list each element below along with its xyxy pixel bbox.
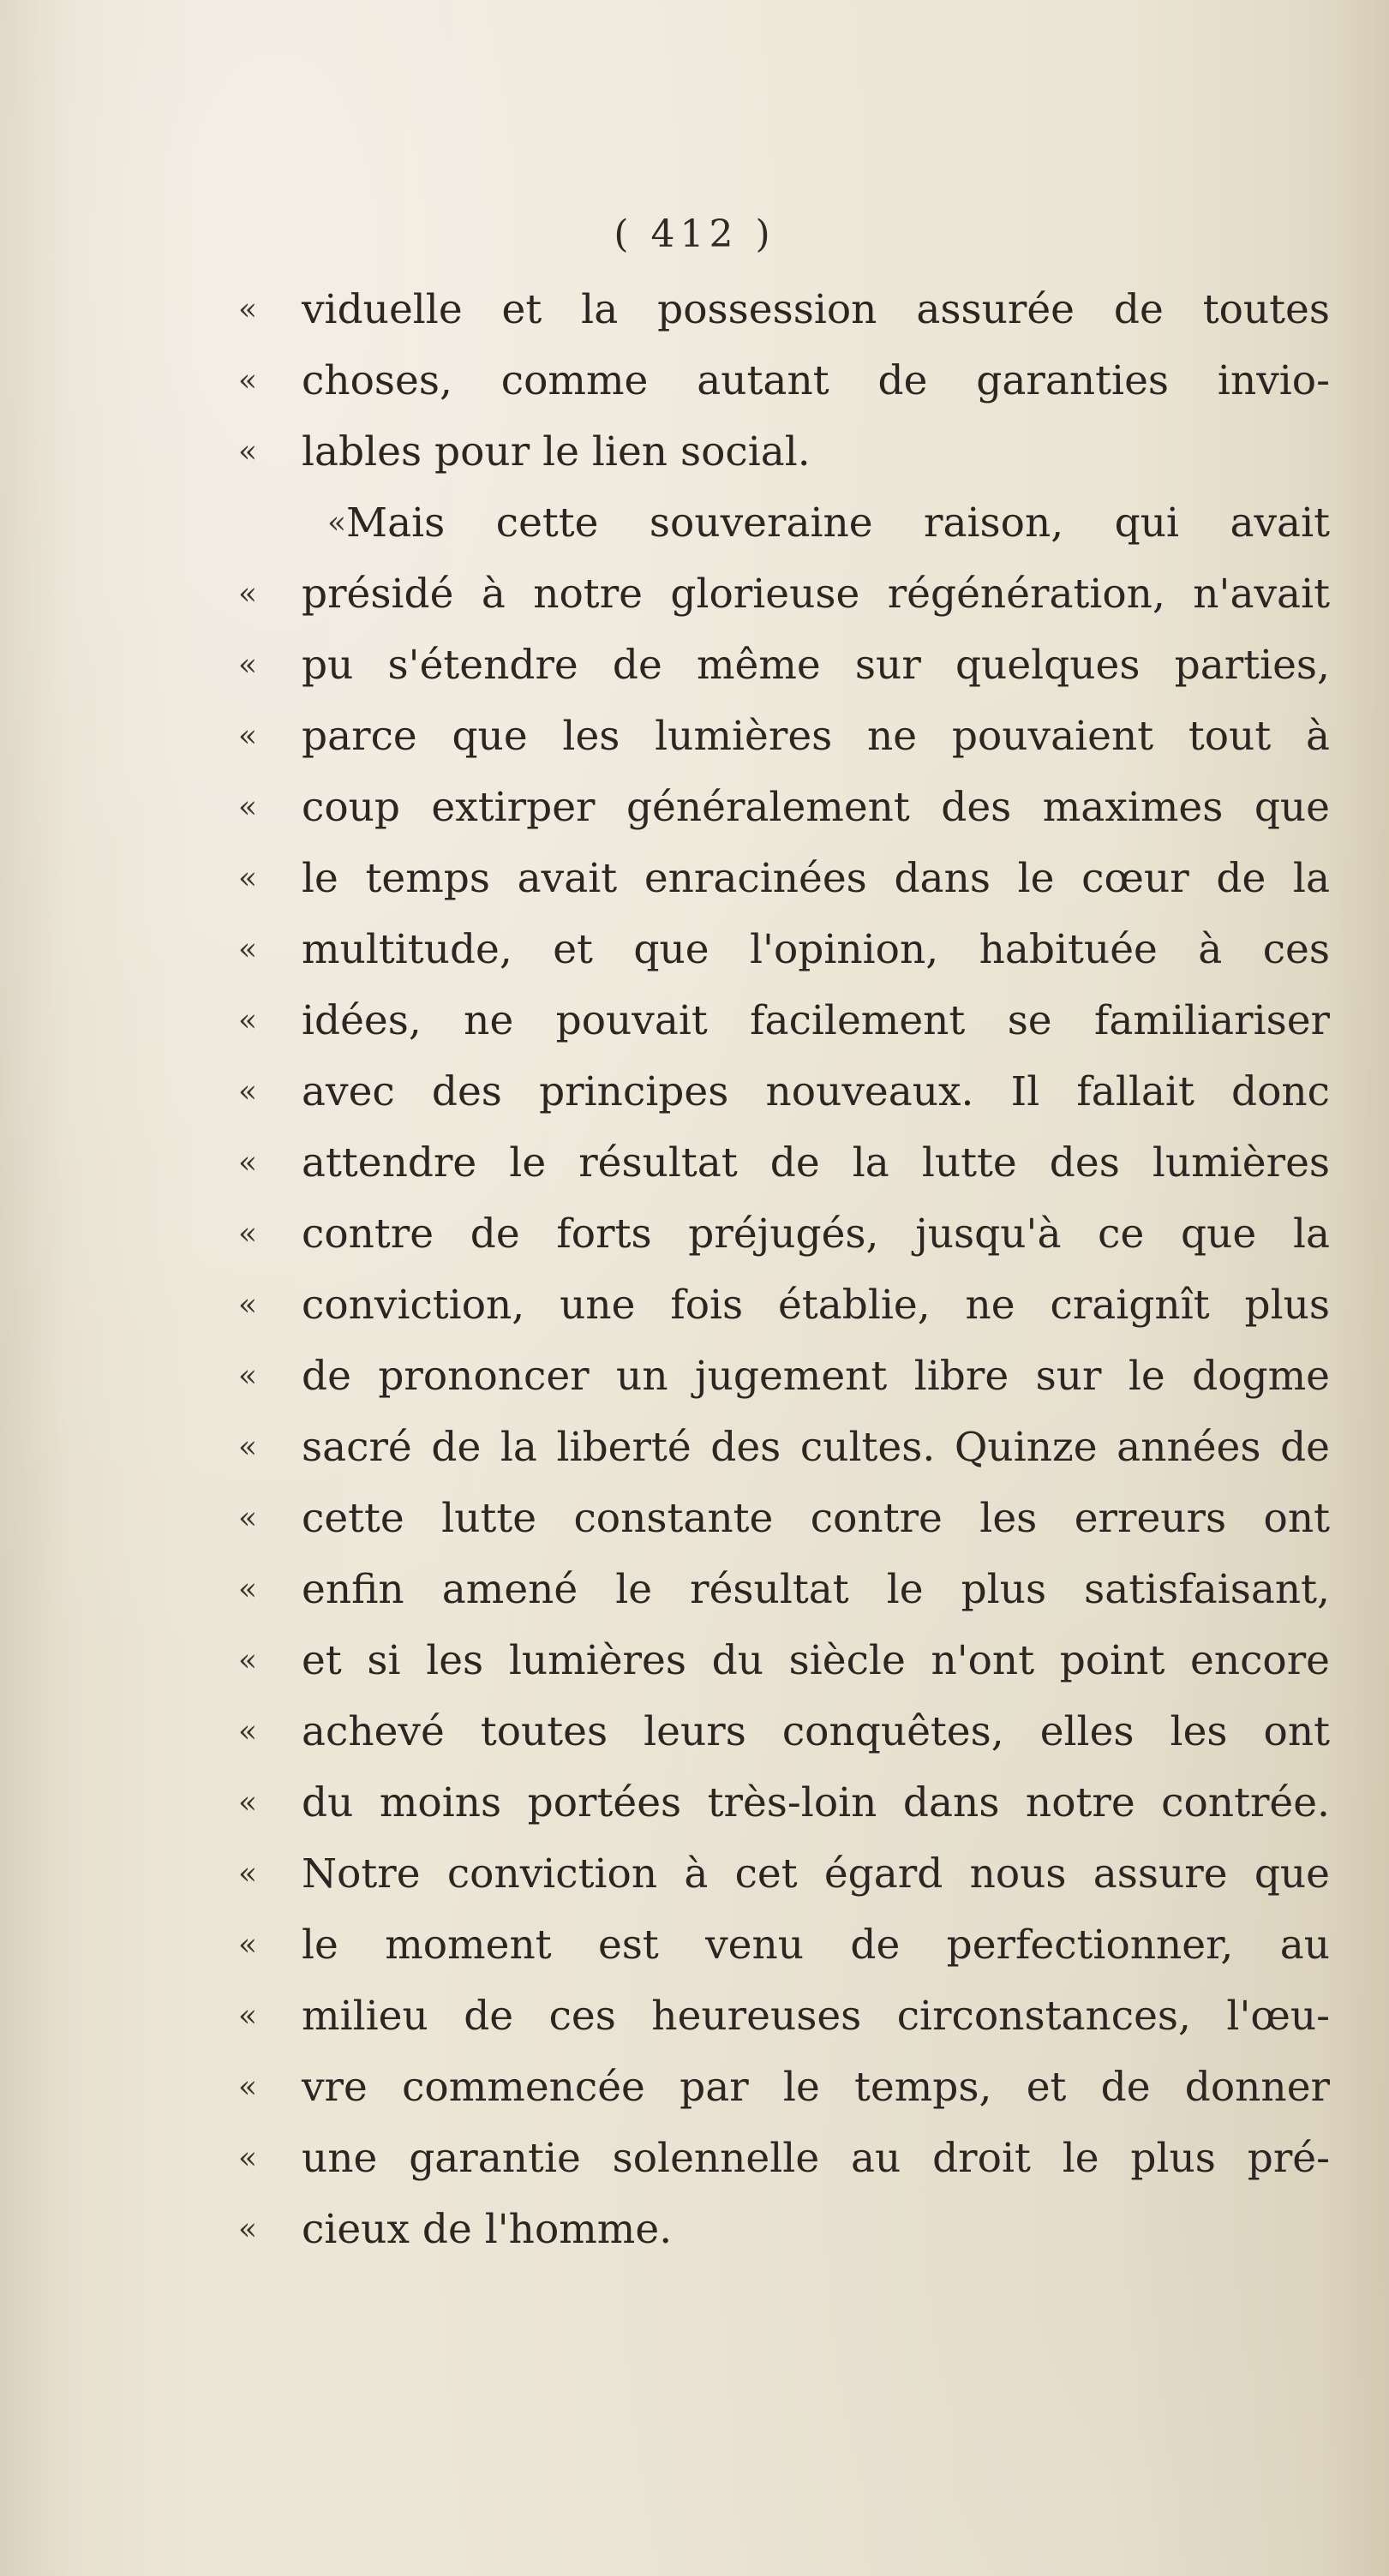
text-line: « milieu de ces heureuses circonstances, l'œu-	[257, 1981, 1330, 2052]
text-line: « Notre conviction à cet égard nous assure que	[257, 1838, 1330, 1910]
quote-mark: «	[238, 434, 258, 469]
text-line: « choses, comme autant de garanties invio-	[257, 345, 1330, 416]
text-line: « multitude, et que l'opinion, habituée à ces	[257, 914, 1330, 985]
text-line: « cette lutte constante contre les erreurs ont	[257, 1483, 1330, 1554]
text-line: « achevé toutes leurs conquêtes, elles les ont	[257, 1696, 1330, 1767]
quote-mark: «	[238, 2141, 258, 2176]
text-line: « le moment est venu de perfectionner, au	[257, 1910, 1330, 1981]
quote-mark: «	[238, 1145, 258, 1180]
quote-mark: «	[238, 1074, 258, 1109]
page-number: ( 412 )	[614, 212, 775, 256]
text-line: « idées, ne pouvait facilement se familiariser	[257, 985, 1330, 1056]
text-line: « contre de forts préjugés, jusqu'à ce que la	[257, 1198, 1330, 1270]
quote-mark: «	[238, 719, 258, 754]
quote-mark: «	[238, 648, 258, 683]
body-text	[238, 274, 1330, 2265]
text-line: « pu s'étendre de même sur quelques parties,	[257, 630, 1330, 701]
text-line: « de prononcer un jugement libre sur le dogme	[257, 1341, 1330, 1412]
text-line: « cieux de l'homme.	[257, 2194, 1330, 2265]
quote-mark: «	[238, 1572, 258, 1607]
quote-mark: «	[238, 292, 258, 327]
quote-mark: «	[327, 505, 347, 541]
quote-mark: «	[238, 932, 258, 967]
quote-mark: «	[238, 577, 258, 612]
text-line: « viduelle et la possession assurée de toutes	[257, 274, 1330, 345]
quote-mark: «	[238, 1999, 258, 2034]
quote-mark: «	[238, 1501, 258, 1536]
quote-mark: «	[238, 1856, 258, 1892]
text-line: « et si les lumières du siècle n'ont point encore	[257, 1625, 1330, 1696]
quote-mark: «	[238, 1928, 258, 1963]
quote-mark: «	[238, 1643, 258, 1678]
text-line: « le temps avait enracinées dans le cœur de la	[257, 843, 1330, 914]
quote-mark: «	[238, 2070, 258, 2105]
text-line: « attendre le résultat de la lutte des lumières	[257, 1127, 1330, 1198]
quote-mark: «	[238, 2212, 258, 2247]
quote-mark: «	[238, 1430, 258, 1465]
text-line: « Mais cette souveraine raison, qui avait	[257, 487, 1330, 559]
text-line: « une garantie solennelle au droit le plus pré-	[257, 2123, 1330, 2194]
quote-mark: «	[238, 1714, 258, 1749]
quote-mark: «	[238, 1785, 258, 1820]
text-line: « enfin amené le résultat le plus satisfaisant,	[257, 1554, 1330, 1625]
quote-mark: «	[238, 790, 258, 825]
text-line: « du moins portées très-loin dans notre contrée.	[257, 1767, 1330, 1838]
quote-mark: «	[238, 1003, 258, 1038]
text-line: « sacré de la liberté des cultes. Quinze années de	[257, 1412, 1330, 1483]
quote-mark: «	[238, 1216, 258, 1252]
quote-mark: «	[238, 1359, 258, 1394]
text-line: « lables pour le lien social.	[257, 416, 1330, 487]
text-line: « vre commencée par le temps, et de donner	[257, 2052, 1330, 2123]
text-line: « conviction, une fois établie, ne craignît plus	[257, 1270, 1330, 1341]
text-line: « avec des principes nouveaux. Il fallait donc	[257, 1056, 1330, 1127]
text-line: « parce que les lumières ne pouvaient tout à	[257, 701, 1330, 772]
quote-mark: «	[238, 861, 258, 896]
text-line: « présidé à notre glorieuse régénération, n'avait	[257, 559, 1330, 630]
quote-mark: «	[238, 363, 258, 398]
text-line: « coup extirper généralement des maximes que	[257, 772, 1330, 843]
quote-mark: «	[238, 1288, 258, 1323]
